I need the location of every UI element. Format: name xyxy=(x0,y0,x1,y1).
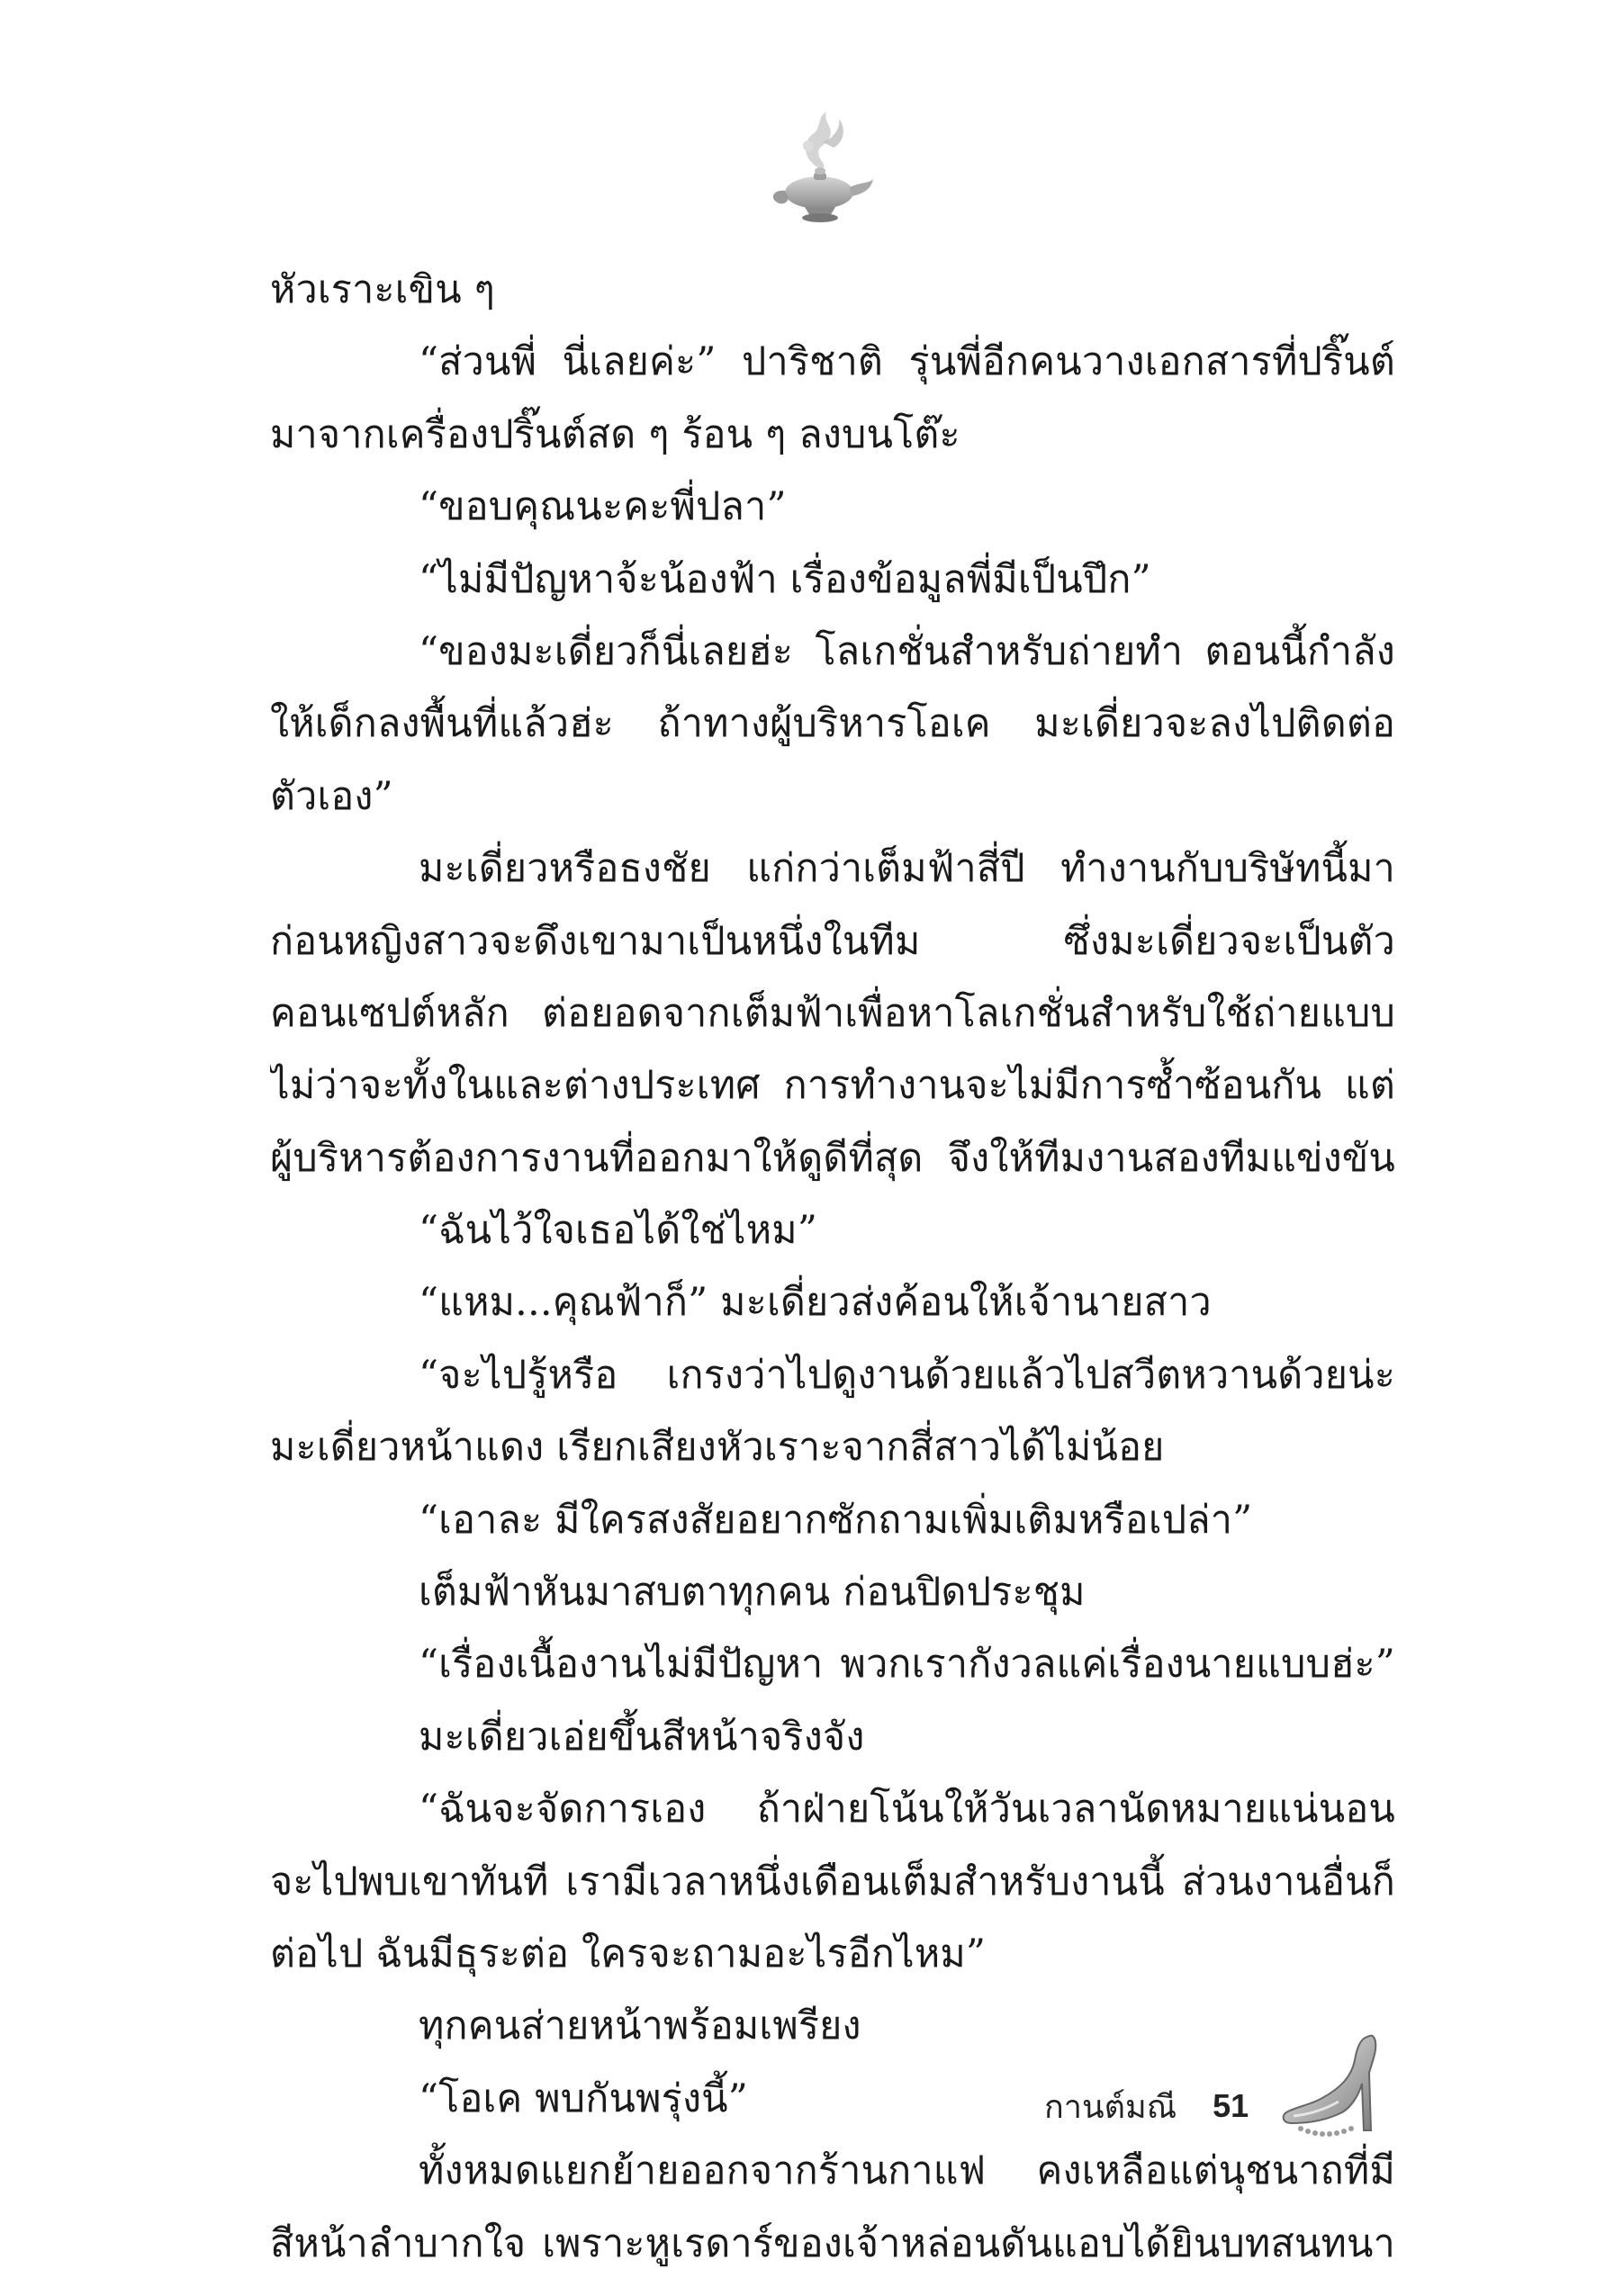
text-line: “เอาละ มีใครสงสัยอยากซักถามเพิ่มเติมหรือเปล่า” xyxy=(419,1497,1253,1543)
text-line: “แหม...คุณฟ้าก็” มะเดี่ยวส่งค้อนให้เจ้านายสาว xyxy=(419,1280,1212,1326)
text-line: “ไม่มีปัญหาจ้ะน้องฟ้า เรื่องข้อมูลพี่มีเป็นปึก” xyxy=(419,556,1151,602)
page-number: 51 xyxy=(1213,2087,1249,2124)
text-line: “เรื่องเนื้องานไม่มีปัญหา พวกเรากังวลแค่เรื่องนายแบบฮ่ะ” xyxy=(419,1642,1395,1688)
text-line: “จะไปรู้หรือ เกรงว่าไปดูงานด้วยแล้วไปสวีตหวานด้วยน่ะ xyxy=(419,1352,1395,1398)
text-line: “ฉันไว้ใจเธอได้ใช่ไหม” xyxy=(419,1208,818,1254)
text-line: ก่อนหญิงสาวจะดึงเขามาเป็นหนึ่งในทีม ซึ่งมะเดี่ยวจะเป็นตัว xyxy=(270,918,1395,964)
text-line: “ขอบคุณนะคะพี่ปลา” xyxy=(419,484,787,530)
high-heel-shoe-icon xyxy=(1274,2030,1386,2142)
text-line: ทุกคนส่ายหน้าพร้อมเพรียง xyxy=(419,2003,861,2049)
text-line: “ส่วนพี่ นี่เลยค่ะ” ปาริชาติ รุ่นพี่อีกคนวางเอกสารที่ปริ๊นต์ xyxy=(419,339,1395,385)
page-footer xyxy=(1044,2079,1249,2133)
body-text xyxy=(270,254,1395,2280)
text-line: จะไปพบเขาทันที เรามีเวลาหนึ่งเดือนเต็มสำหรับงานนี้ ส่วนงานอื่นก็ xyxy=(270,1859,1395,1904)
text-line: มะเดี่ยวหรือธงชัย แก่กว่าเต็มฟ้าสี่ปี ทำงานกับบริษัทนี้มา xyxy=(419,846,1395,892)
text-line: เต็มฟ้าหันมาสบตาทุกคน ก่อนปิดประชุม xyxy=(419,1570,1086,1616)
text-line: “ฉันจะจัดการเอง ถ้าฝ่ายโน้นให้วันเวลานัดหมายแน่นอน xyxy=(419,1787,1395,1832)
text-line: มะเดี่ยวเอ่ยขึ้นสีหน้าจริงจัง xyxy=(419,1714,865,1760)
text-line: ผู้บริหารต้องการงานที่ออกมาให้ดูดีที่สุด จึงให้ทีมงานสองทีมแข่งขัน xyxy=(270,1135,1395,1181)
text-line: ต่อไป ฉันมีธุระต่อ ใครจะถามอะไรอีกไหม” xyxy=(270,1931,987,1976)
text-line: ให้เด็กลงพื้นที่แล้วฮ่ะ ถ้าทางผู้บริหารโอเค มะเดี่ยวจะลงไปติดต่อ xyxy=(270,701,1395,747)
running-title: กานต์มณี xyxy=(1044,2088,1177,2126)
lamp-icon xyxy=(767,106,875,228)
text-line: ทั้งหมดแยกย้ายออกจากร้านกาแฟ คงเหลือแต่นุชนาถที่มี xyxy=(419,2148,1395,2194)
text-line: มาจากเครื่องปริ๊นต์สด ๆ ร้อน ๆ ลงบนโต๊ะ xyxy=(270,411,960,457)
text-line: คอนเซปต์หลัก ต่อยอดจากเต็มฟ้าเพื่อหาโลเกชั่นสำหรับใช้ถ่ายแบบ xyxy=(270,990,1395,1036)
text-line: “ของมะเดี่ยวก็นี่เลยฮ่ะ โลเกชั่นสำหรับถ่ายทำ ตอนนี้กำลัง xyxy=(419,628,1395,674)
text-line: ตัวเอง” xyxy=(270,773,393,819)
text-line: ไม่ว่าจะทั้งในและต่างประเทศ การทำงานจะไม่มีการซ้ำซ้อนกัน แต่ xyxy=(270,1063,1395,1109)
text-line: สีหน้าลำบากใจ เพราะหูเรดาร์ของเจ้าหล่อนดันแอบได้ยินบทสนทนา xyxy=(270,2220,1395,2266)
text-line: หัวเราะเขิน ๆ xyxy=(270,267,495,312)
text-line: มะเดี่ยวหน้าแดง เรียกเสียงหัวเราะจากสี่สาวได้ไม่น้อย xyxy=(270,1425,1165,1471)
text-line: “โอเค พบกันพรุ่งนี้” xyxy=(419,2075,748,2121)
